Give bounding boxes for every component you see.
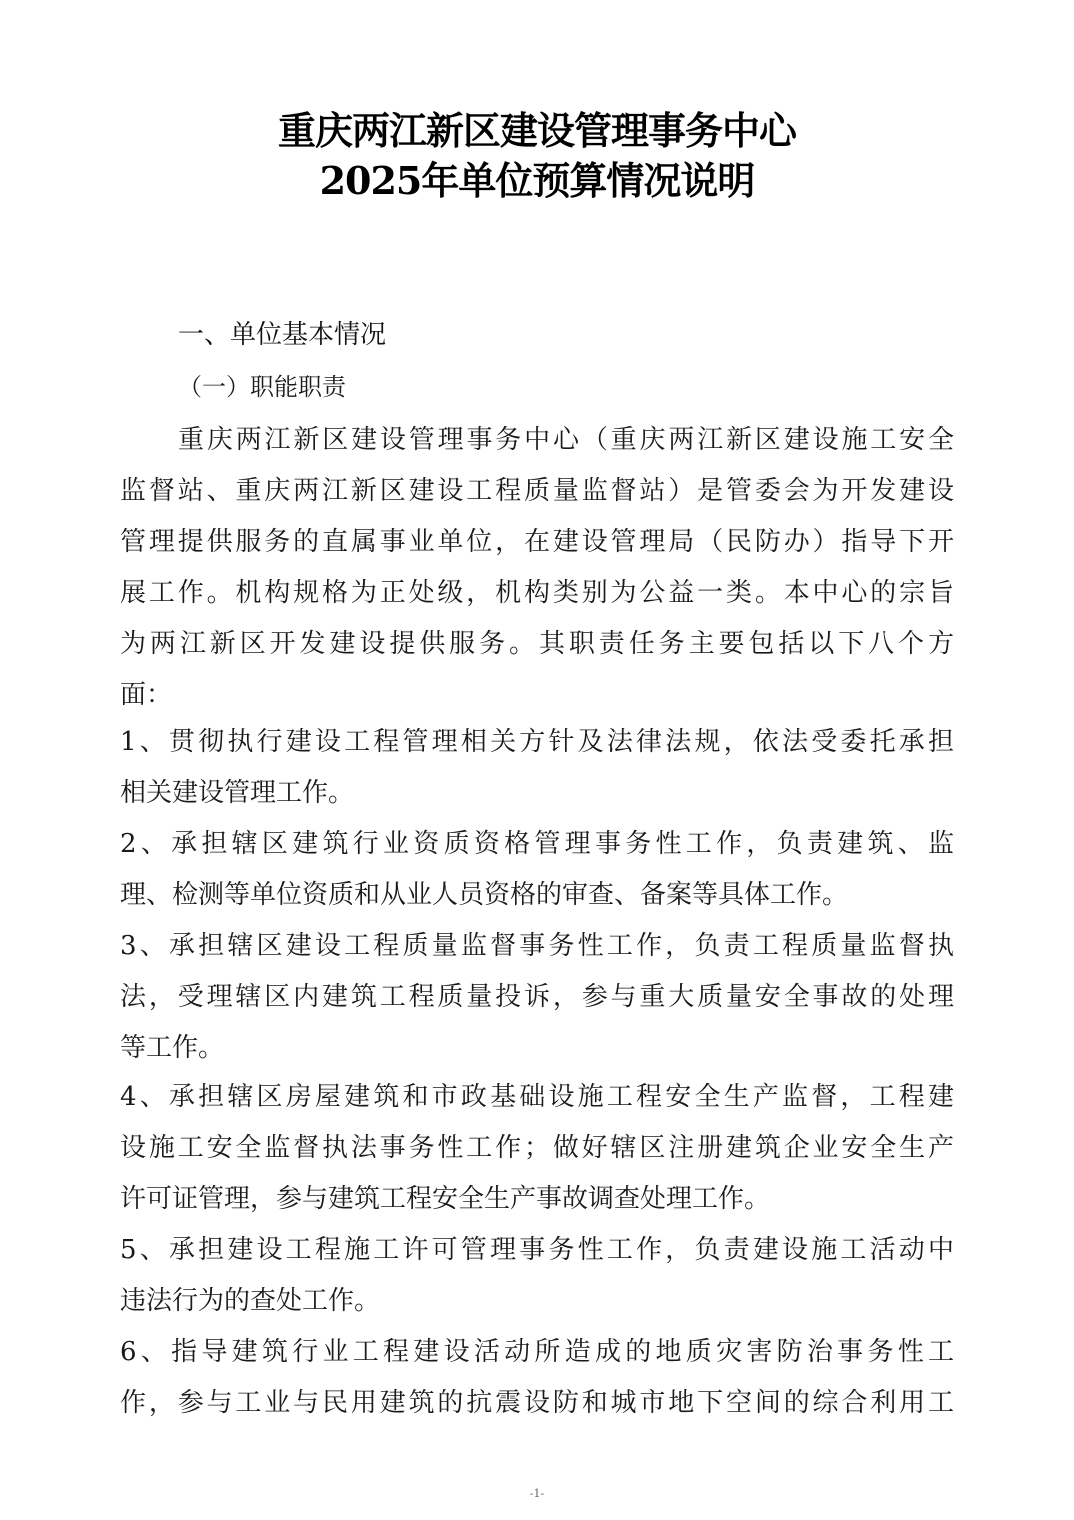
duty-4-line: 4、承担辖区房屋建筑和市政基础设施工程安全生产监督，工程建 [120, 1082, 954, 1112]
page-number: -1- [529, 1487, 545, 1500]
duty-2-line: 2、承担辖区建筑行业资质资格管理事务性工作，负责建筑、监 [120, 829, 954, 859]
intro-line: 为两江新区开发建设提供服务。其职责任务主要包括以下八个方 [120, 629, 954, 659]
duty-2-line: 理、检测等单位资质和从业人员资格的审查、备案等具体工作。 [120, 880, 849, 910]
duty-1-line: 相关建设管理工作。 [120, 778, 355, 808]
document-title-line-1: 重庆两江新区建设管理事务中心 [277, 108, 796, 153]
section-heading-basic-info: 一、单位基本情况 [178, 320, 387, 350]
duty-3-line: 3、承担辖区建设工程质量监督事务性工作，负责工程质量监督执 [120, 931, 954, 961]
duty-5-line: 违法行为的查处工作。 [120, 1286, 381, 1316]
duty-3-line: 法，受理辖区内建筑工程质量投诉，参与重大质量安全事故的处理 [120, 982, 954, 1012]
intro-line: 面： [120, 680, 173, 710]
intro-line: 展工作。机构规格为正处级，机构类别为公益一类。本中心的宗旨 [120, 578, 954, 608]
duty-3-line: 等工作。 [120, 1033, 225, 1063]
intro-line: 管理提供服务的直属事业单位，在建设管理局（民防办）指导下开 [120, 527, 954, 557]
duty-6-line: 作，参与工业与民用建筑的抗震设防和城市地下空间的综合利用工 [120, 1388, 954, 1418]
subsection-heading-functions: （一）职能职责 [178, 373, 346, 401]
document-title-line-2: 2025年单位预算情况说明 [319, 158, 755, 203]
intro-line: 监督站、重庆两江新区建设工程质量监督站）是管委会为开发建设 [120, 476, 954, 506]
duty-6-line: 6、指导建筑行业工程建设活动所造成的地质灾害防治事务性工 [120, 1337, 954, 1367]
duty-4-line: 设施工安全监督执法事务性工作；做好辖区注册建筑企业安全生产 [120, 1133, 954, 1163]
intro-line: 重庆两江新区建设管理事务中心（重庆两江新区建设施工安全 [178, 425, 954, 455]
duty-5-line: 5、承担建设工程施工许可管理事务性工作，负责建设施工活动中 [120, 1235, 954, 1265]
duty-1-line: 1、贯彻执行建设工程管理相关方针及法律法规，依法受委托承担 [120, 727, 954, 757]
duty-4-line: 许可证管理，参与建筑工程安全生产事故调查处理工作。 [120, 1184, 771, 1214]
